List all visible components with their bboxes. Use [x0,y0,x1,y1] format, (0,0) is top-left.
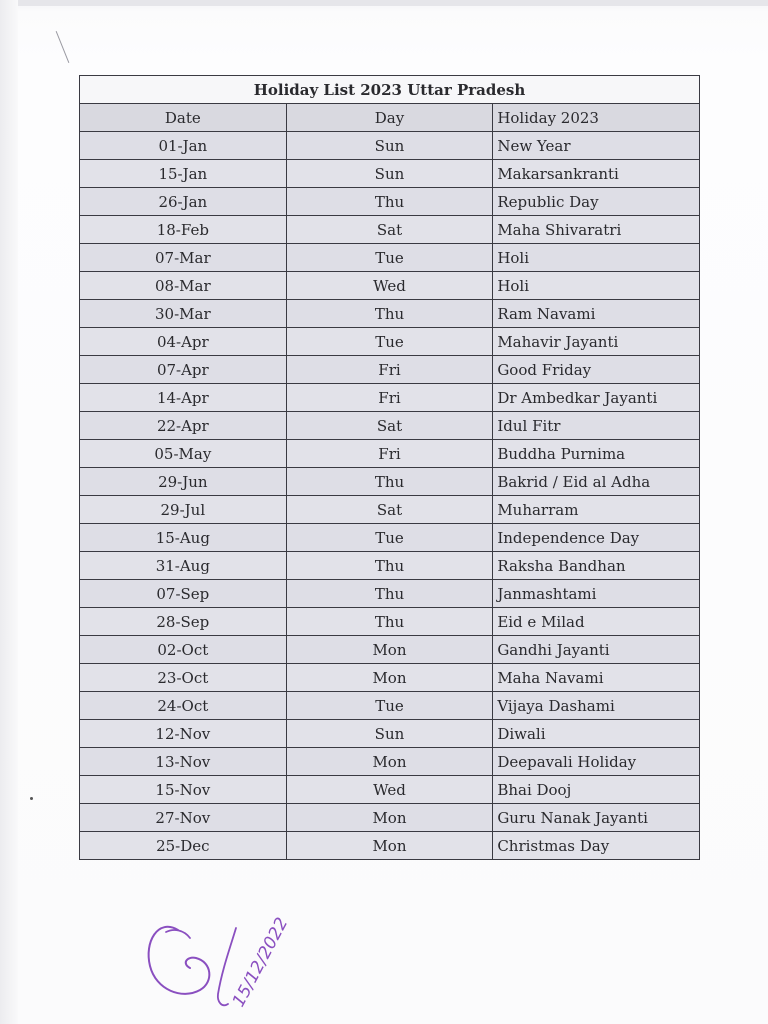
date-cell: 07-Mar [80,244,287,272]
day-cell: Tue [286,244,493,272]
header-row [80,104,700,132]
table-row [80,356,700,384]
day-cell: Fri [286,440,493,468]
holiday-cell: Good Friday [493,356,700,384]
date-cell: 28-Sep [80,608,287,636]
date-cell: 15-Nov [80,776,287,804]
date-cell: 04-Apr [80,328,287,356]
date-cell: 23-Oct [80,664,287,692]
holiday-cell: Eid e Milad [493,608,700,636]
table-row [80,664,700,692]
column-header-date: Date [80,104,287,132]
date-cell: 05-May [80,440,287,468]
date-cell: 07-Sep [80,580,287,608]
table-row [80,328,700,356]
table-row [80,720,700,748]
handwritten-signature [138,908,328,1018]
day-cell: Tue [286,328,493,356]
table-row [80,524,700,552]
holiday-cell: Holi [493,244,700,272]
day-cell: Tue [286,692,493,720]
signature-ink [138,908,328,1018]
day-cell: Sat [286,216,493,244]
column-header-holiday: Holiday 2023 [493,104,700,132]
holiday-cell: Idul Fitr [493,412,700,440]
holiday-cell: New Year [493,132,700,160]
day-cell: Thu [286,580,493,608]
day-cell: Sun [286,720,493,748]
holiday-table [79,75,700,860]
date-cell: 12-Nov [80,720,287,748]
date-cell: 15-Jan [80,160,287,188]
holiday-cell: Bhai Dooj [493,776,700,804]
holiday-cell: Dr Ambedkar Jayanti [493,384,700,412]
table-row [80,412,700,440]
day-cell: Mon [286,664,493,692]
holiday-cell: Guru Nanak Jayanti [493,804,700,832]
day-cell: Mon [286,832,493,860]
scan-top-edge [0,0,768,6]
day-cell: Sat [286,412,493,440]
table-row [80,748,700,776]
day-cell: Thu [286,608,493,636]
date-cell: 01-Jan [80,132,287,160]
day-cell: Fri [286,384,493,412]
table-row [80,468,700,496]
table-row [80,216,700,244]
date-cell: 25-Dec [80,832,287,860]
scan-dot [30,797,33,800]
date-cell: 27-Nov [80,804,287,832]
table-row [80,384,700,412]
holiday-cell: Diwali [493,720,700,748]
day-cell: Fri [286,356,493,384]
signature-date: 15/12/2022 [228,914,293,1011]
date-cell: 22-Apr [80,412,287,440]
holiday-cell: Ram Navami [493,300,700,328]
table-row [80,832,700,860]
day-cell: Thu [286,300,493,328]
holiday-cell: Bakrid / Eid al Adha [493,468,700,496]
holiday-cell: Independence Day [493,524,700,552]
table-row [80,132,700,160]
date-cell: 02-Oct [80,636,287,664]
table-row [80,692,700,720]
date-cell: 24-Oct [80,692,287,720]
holiday-cell: Mahavir Jayanti [493,328,700,356]
holiday-cell: Gandhi Jayanti [493,636,700,664]
date-cell: 08-Mar [80,272,287,300]
table-row [80,244,700,272]
table-row [80,440,700,468]
day-cell: Sun [286,160,493,188]
date-cell: 30-Mar [80,300,287,328]
holiday-cell: Holi [493,272,700,300]
table-row [80,552,700,580]
table-row [80,160,700,188]
day-cell: Thu [286,468,493,496]
table-title: Holiday List 2023 Uttar Pradesh [80,76,700,104]
table-row [80,272,700,300]
table-row [80,496,700,524]
holiday-cell: Buddha Purnima [493,440,700,468]
date-cell: 29-Jun [80,468,287,496]
scan-mark [56,31,70,63]
holiday-cell: Vijaya Dashami [493,692,700,720]
date-cell: 31-Aug [80,552,287,580]
day-cell: Mon [286,804,493,832]
date-cell: 29-Jul [80,496,287,524]
holiday-cell: Maha Navami [493,664,700,692]
holiday-cell: Muharram [493,496,700,524]
day-cell: Sat [286,496,493,524]
holiday-cell: Maha Shivaratri [493,216,700,244]
table-row [80,804,700,832]
day-cell: Thu [286,188,493,216]
date-cell: 07-Apr [80,356,287,384]
day-cell: Tue [286,524,493,552]
date-cell: 13-Nov [80,748,287,776]
day-cell: Mon [286,748,493,776]
holiday-cell: Christmas Day [493,832,700,860]
day-cell: Wed [286,272,493,300]
scan-left-edge [0,0,18,1024]
holiday-cell: Deepavali Holiday [493,748,700,776]
table-row [80,188,700,216]
table-row [80,636,700,664]
table-row [80,580,700,608]
table-row [80,608,700,636]
holiday-cell: Republic Day [493,188,700,216]
day-cell: Wed [286,776,493,804]
table-row [80,776,700,804]
date-cell: 26-Jan [80,188,287,216]
holiday-cell: Janmashtami [493,580,700,608]
date-cell: 18-Feb [80,216,287,244]
day-cell: Sun [286,132,493,160]
date-cell: 14-Apr [80,384,287,412]
table-row [80,300,700,328]
holiday-cell: Makarsankranti [493,160,700,188]
day-cell: Thu [286,552,493,580]
date-cell: 15-Aug [80,524,287,552]
day-cell: Mon [286,636,493,664]
holiday-cell: Raksha Bandhan [493,552,700,580]
column-header-day: Day [286,104,493,132]
